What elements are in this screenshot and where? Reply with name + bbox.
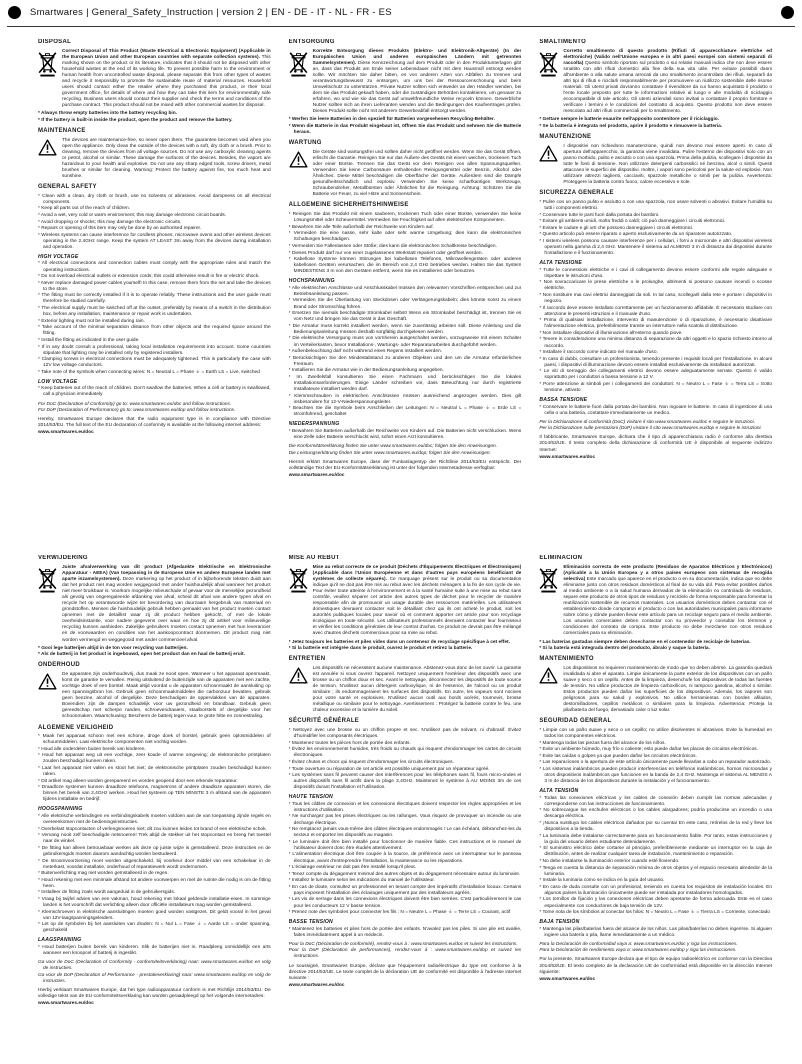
list-item: * Installeer de fitting zoals wordt aangeduid in de gebruikersgids. (38, 890, 176, 896)
list-item: * Mantenga todas las piezas fuera del alcance de los niños. (539, 740, 666, 746)
language-block (38, 39, 271, 545)
battery-disposal-notes (539, 640, 772, 653)
declaration-url: www.smartwares.eu/doc (288, 982, 345, 988)
list-item: * De fitting kan alleen betrouwbaar werken als deze op juiste wijze is geïnstalleerd. Deze instructies en de gebruikersgids moeten daarom aandachtig worden bestudeerd. (38, 845, 271, 857)
low-voltage-heading: LOW VOLTAGE (38, 378, 78, 385)
warning-triangle-icon (289, 150, 308, 168)
list-item: * En caso de duda consulte con un profesional, teniendo en cuenta los requisitos de instalación locales. En algunos países la iluminación únicamente puede ser instalada por instaladores homologados. (539, 884, 772, 896)
list-item: * Évitez chutes et chocs qui risquent d'endommager les circuits électroniques. (288, 759, 454, 765)
list-item: For DoC (Declaration of Conformity) go to: www.smartwares.eu/doc and follow instructions. (38, 401, 232, 407)
list-item: * Never replace damaged power cables yourself! In this case, remove them from the net and take the devices to the store. (38, 280, 271, 292)
disposal-paragraph (38, 49, 271, 110)
list-item: * Jetez toujours les batteries et piles vides dans un conteneur de recyclage spécifique à cet effet. (288, 639, 510, 645)
list-item: * Il raccordo deve essere installato correttamente per un funzionamento affidabile. È necessario studiare con attenzione le presenti istruzioni e il manuale d'uso. (539, 305, 772, 317)
disposal-intro: Corretto smaltimento di questo prodotto (Rifiuti di apparecchiature elettriche ed elettroniche) (Valido nell'Unione europea e in altri paesi europei con sistemi separati di raccolta) (563, 48, 772, 66)
list-item: * Non sostituire mai cavi elettrici danneggiati da soli. In tal caso, scollegarli dalla rete e portare i dispositivi in negozio. (539, 292, 772, 304)
list-item: * Mantenga las pilas/baterías fuera del alcance de los niños. Las pilas/baterías no deben ingerirse. Si alguien ingiere una batería o pila, llame inmediatamente a un médico. (539, 926, 772, 938)
list-item: * Installare il raccordo come indicato nel manuale d'uso. (539, 350, 658, 356)
warning-triangle-icon (539, 144, 558, 162)
list-item: * The fitting must be correctly installed if it is to operate reliably. These instructions and the user guide must therefore be studied carefully. (38, 293, 271, 305)
content-grid (0, 27, 802, 1049)
declaration-text: Hiermit erklärt Smartwares Europe, dass der Funkanlagentyp der Richtlinie 2014/53/EU entspricht. Der vollständige Text der EU-Konformitätserklärung ist unter der folgenden Internetadresse verfügbar: (288, 459, 522, 471)
low-voltage-heading: LAAGSPANNING (38, 937, 82, 944)
list-item: * The electrical supply must be switched off at the outset, preferably by means of a switch in the distribution box, before any installation, maintenance or repair work is undertaken. (38, 306, 271, 318)
disposal-body: Este marcado que aparece en el producto o en su documentación, indica que no debe eliminarse junto con otros residuos domésticos al final de su vida útil. Para evitar posibles daños al medio ambiente o a la salud humana derivados de la eliminación no controlada de residuos, separe este producto de otros tipos de residuos y recíclelo de forma responsable para fomentar la reutilización sostenible de recursos materiales. Los usuarios domésticos deben contactar con el establecimiento donde compraron el producto o con las autoridades municipales para informarse sobre cómo y dónde pueden llevar este artículo para un reciclaje seguro para el medio ambiente. Los usuarios comerciales deben contactar con su proveedor y consultar los términos y condiciones del contrato de compra. Este producto no debe mezclarse con otros residuos comerciales para su eliminación. (563, 576, 772, 637)
list-item: * Le viti di serraggio dei collegamenti elettrici devono essere adeguatamente serrate. Questo è valido soprattutto per i conduttori a bassa tensione a 12 V. (539, 369, 772, 381)
declaration-url: www.smartwares.eu/doc (38, 430, 94, 436)
general-safety-heading: SÉCURITÉ GÉNÉRALE (288, 718, 360, 725)
maintenance-body: Les dispositifs ne nécessitent aucune maintenance. Abstenez-vous donc de les ouvrir. La garantie est annulée si vous ouvrez l'appareil. Nettoyez uniquement l'extérieur des dispositifs avec une brosse ou un chiffon doux et sec. Avant le nettoyage, déconnectez les dispositifs de toute source de tension. N'utilisez aucun détergent carboxylique, ni de l'essence, de l'alcool ou un produit similaire ; ils endommageraient les surfaces des dispositifs. En outre, les vapeurs sont nocives pour votre santé et explosives. N'utilisez aucun outil aux bords acérés, tournevis, brosse métallique ou similaire pour le nettoyage. Avertissement : Protégez la batterie contre le feu, une chaleur excessive et la lumière du soleil. (312, 665, 522, 714)
list-item: * Tutte le connessioni elettriche e i cavi di collegamento devono essere conformi alle regole adeguate e rispettare le istruzioni d'uso. (539, 267, 772, 279)
list-item: * No sobrecargue los enchufes eléctricos o los cables alargadores; podría producirse un incendio o una descarga eléctrica. (539, 808, 772, 820)
list-item: * Vermeiden Sie die Überlastung von Steckdosen oder Verlängerungskabeln; dies könnte sonst zu einem Brand oder Stromschlag führen. (288, 298, 522, 310)
list-item: * Instale la luminaria como se indica en la guía del usuario. (539, 878, 665, 884)
doc-dop-note (38, 960, 271, 985)
list-item: * Todas las conexiones eléctricas y los cables de conexión deben cumplir las normas adecuadas y corresponderse con las instrucciones de funcionamiento. (539, 795, 772, 807)
list-item: * Repairs or opening of this item may only be done by an authorised repairer. (38, 226, 202, 232)
list-item: * Les vis de serrage dans les connexions électriques doivent être bien serrées. C'est particulièrement le cas pour les conducteurs 12 V basse tension. (288, 897, 522, 909)
battery-disposal-notes (539, 117, 772, 130)
list-item: * Installez le luminaire selon les indications du manuel de l'utilisateur. (288, 878, 435, 884)
high-voltage-heading: HOOGSPANNING (38, 806, 83, 813)
declaration-text: Hereby, Smartwares Europe declares that the radio equipment type is in compliance with Directive 2014/53/EU. The full text of the EU declaration of conformity is available at the following internet address: (38, 417, 271, 429)
disposal-heading: ENTSORGUNG (288, 39, 335, 45)
list-item: * Houd batterijen buiten bereik van kinderen. Slik de batterijen niet in. Raadpleeg onmiddellijk een arts wanneer een knoopcel of batterij is ingeslikt. (38, 944, 271, 956)
list-item: * Buitenverlichting mag niet worden geïnstalleerd in de regen. (38, 871, 169, 877)
list-item: * Als de batterij in het product is ingebouwd, open het product dan en haal de batterij eruit. (38, 652, 245, 658)
low-voltage-list (539, 927, 772, 939)
weee-crossed-bin-icon (289, 49, 308, 77)
list-item: * Außenbeleuchtung darf nicht während eines Regens installiert werden. (288, 349, 442, 355)
disposal-paragraph (539, 565, 772, 638)
battery-disposal-notes (289, 640, 522, 653)
list-item: * I sistemi wireless possono causare interferenze per i cellulari, i forni a microonde e altri dispositivi wireless operanti nella gamma di 2,4 GHz. Mantenere il sistema ad ALMENO 3 m di distanza dai dispositivi durante l'installazione e il funzionamento. (539, 238, 772, 257)
list-item: * If the battery is built-in inside the product, open the product and remove the battery. (38, 117, 233, 123)
list-item: * Los sistemas inalámbricos pueden producir interferencias en teléfonos inalámbricos, hornos microondas y otros dispositivos inalámbricos que funcionen en la banda de 2,4 GHz. Mantenga el sistema AL MENOS A 3 m de distancia de los dispositivos durante la instalación y el funcionamiento. (539, 767, 772, 785)
list-item: * Alle elektrischen Anschlüsse und Anschlusskabel müssen den relevanten Vorschriften entsprechen und zur Betriebsanleitung passen. (288, 285, 522, 297)
list-item: Pour la DoP (Déclaration de performances), rendez-vous à : www.smartwares.eu/dop et suivez les instructions. (288, 948, 522, 960)
list-item: * Conservare tutte le parti fuori dalla portata dei bambini. (539, 212, 660, 218)
high-voltage-heading: HIGH VOLTAGE (38, 254, 79, 261)
list-item: * All electrical connections and connection cables must comply with the appropriate rules and match the operating instructions. (38, 261, 271, 273)
list-item: * Le luminaire doit être bien installé pour fonctionner de manière fiable. Ces instructions et le manuel de l'utilisateur doivent donc être étudiés attentivement. (288, 839, 522, 851)
list-item: * Dieses Produkt darf nur von einer zugelassenen Werkstatt repariert oder geöffnet werden. (288, 250, 483, 256)
disposal-heading: DISPOSAL (38, 39, 72, 45)
battery-disposal-notes (38, 646, 271, 659)
list-item: Para la Declaración de conformidad vaya a: www.smartwares.eu/doc y siga las instrucciones. (539, 941, 738, 947)
general-safety-heading: ALLGEMEINE SICHERHEITSHINWEISE (288, 202, 409, 209)
weee-crossed-bin-icon (38, 49, 57, 77)
list-item: * Si la batterie est intégrée dans le produit, ouvrez le produit et retirez la batterie. (288, 646, 473, 652)
declaration-text: Hierbij verklaart Smartwares Europe, dat het type radioapparatuur conform is met Richtlijn 2014/53/EU. De volledige tekst van de EU-conformiteitsverklaring kan worden geraadpleegd op het volgende internetadres: (38, 987, 271, 999)
disposal-body: Questo simbolo riportato sul prodotto o sui relativi manuali indica che non deve essere smaltito con altri rifiuti domestici alla fine della sua vita utile. Per evitare possibili danni all'ambiente o alla salute umana arrecati da uno smaltimento incontrollato dei rifiuti, separarli da altri tipi di rifiuti e riciclarli responsabilmente per promuovere un riutilizzo sostenibile delle risorse materiali. Gli utenti privati dovranno contattare il rivenditore da cui hanno acquistato il prodotto o l'ente locale preposto per tutte le informazioni relative al luogo e alle modalità di riciclaggio ecocompatibile di tale articolo. Gli utenti aziendali sono invitati a contattare il proprio fornitore e verificare i termini e le condizioni del contratto di acquisto. Questo prodotto non deve essere mescolato ad altri rifiuti commerciali per lo smaltimento. (563, 60, 772, 115)
list-item: * Ne surchargez pas les prises électriques ou les rallonges. Vous risquez de provoquer un incendie ou une décharge électrique. (288, 814, 522, 826)
list-item: * Werfen Sie leere Batterien in den speziell für Batterien vorgesehenen Recycling-Behälter. (288, 117, 495, 123)
doc-dop-note (289, 942, 522, 961)
list-item: * Los tornillos de fijación y las conexiones eléctricas deben apretarse de forma adecuada. Este es el caso especialmente con conductores de baja tensión de 12V. (539, 897, 772, 909)
declaration-url: www.smartwares.eu/doc (539, 454, 596, 460)
list-item: * Tenga en cuenta la distancia de separación mínima de otros objetos y el espacio necesario alrededor de la luminaria. (539, 865, 772, 877)
list-item: Para la Declaración de rendimiento vaya a: www.smartwares.eu/dop y siga las instrucciones. (539, 948, 737, 954)
maintenance-heading: WARTUNG (288, 140, 322, 147)
list-item: * No debe instalarse la iluminación exterior cuando esté lloviendo. (539, 859, 680, 864)
list-item: * Évitez les environnements humides, très froids ou chauds qui risquent d'endommager les cartes de circuits électroniques. (288, 747, 522, 759)
list-item: * Berücksichtigen Sie den Mindestabstand zu anderen Objekten und den um die Armatur erforderlichen Freiraum. (288, 355, 522, 367)
weee-crossed-bin-icon (539, 49, 558, 77)
declaration-url: www.smartwares.eu/doc (539, 976, 596, 982)
list-item: * Houd rekening met een minimale afstand tot andere voorwerpen en met de ruimte die nodig is om de fitting heen. (38, 877, 271, 889)
list-item: Pour la DoC (Déclaration de conformité), rendez-vous à : www.smartwares.eu/doc et suivez les instructions. (288, 941, 518, 947)
general-safety-heading: GENERAL SAFETY (38, 184, 97, 191)
list-item: * Maintenez les batteries et piles hors de portée des enfants. N'avalez pas les piles. Si une pile est avalée, faites immédiatement appel à un médecin. (288, 926, 522, 938)
registration-mark-left-icon (8, 6, 21, 19)
list-item: * Alle elektrische verbindingen en verbindingskabels moeten voldoen aan de van toepassing zijnde regels en overeenkomen met de bedieningsinstructies. (38, 813, 271, 826)
list-item: * Die elektrische Versorgung muss von vornherein ausgeschaltet werden, vorzugsweise mit einem Schalter im Verteilerkasten, bevor Installations-, Wartungs- oder Reparaturarbeiten durchgeführt werden. (288, 336, 522, 348)
maintenance-body: Die Geräte sind wartungsfrei und sollten daher nicht geöffnet werden. Wenn Sie das Gerät öffnen, erlischt die Garantie. Reinigen Sie nur das Äußere des Geräts mit einem weichen, trockenen Tuch oder einer Bürste. Trennen Sie das Gerät vor dem Reinigen von allen Spannungsquellen. Verwenden Sie keine Carbonsäure enthaltenden Reinigungsmittel oder Benzin, Alkohol oder Ähnliches. Diese Mittel beschädigen die Oberfläche der Geräte. Außerdem sind die Dämpfe gesundheitsschädlich und explosiv. Verwenden Sie keine scharfkantigen Werkzeuge, Schraubendreher, Metallbürsten oder Ähnliches für die Reinigung. Achtung: Schützen Sie die Batterie vor Feuer, zu viel Hitze und Sonnenschein. (312, 149, 522, 198)
list-item: * Clean with a clean, dry cloth or brush, use no solvents or abrasives. Avoid dampness on all electrical components. (38, 193, 271, 205)
registration-mark-right-icon (781, 6, 794, 19)
high-voltage-list (539, 796, 772, 916)
list-item: * Pulire con un panno pulito e asciutto o con una spazzola, non usare solventi o abrasivi. Evitare l'umidità su tutti i componenti elettrici. (539, 199, 772, 211)
low-voltage-list (38, 945, 271, 957)
weee-crossed-bin-icon (289, 565, 308, 593)
low-voltage-list (289, 927, 522, 939)
list-item: * Keep all parts out of the reach of children. (38, 206, 130, 212)
document-title: Smartwares | General_Safety_Instruction | version 2 | EN - DE - IT - NL - FR - ES (30, 7, 392, 18)
declaration-text: Il fabbricante, Smartwares Europe, dichiara che il tipo di apparecchiatura radio è conforme alla direttiva 2014/53/UE. Il testo completo della dichiarazione di conformità UE è disponibile al seguente indirizzo Internet: (539, 435, 772, 453)
general-safety-list (289, 212, 522, 275)
language-block (289, 39, 522, 545)
list-item: * Install the fitting as indicated in the user guide. (38, 337, 140, 343)
language-block (289, 555, 522, 1049)
list-item: * Bewahren Sie alle Teile außerhalb der Reichweite von Kindern auf. (288, 224, 434, 230)
list-item: * Wireless systems can cause interference for cordless phones, microwave ovens and other wireless devices operating in the 2.4GHz range. Keep the system AT LEAST 3m away from the devices during installation and operation. (38, 232, 271, 250)
list-item: * L'alimentation électrique doit être coupée à la source, de préférence avec un interrupteur sur le panneau électrique, avant d'entreprendre l'installation, la maintenance ou les réparations. (288, 852, 522, 864)
high-voltage-list (539, 268, 772, 395)
list-item: * Las baterías gastadas siempre deben desecharse en el contenedor de reciclaje de baterías. (539, 639, 751, 645)
list-item: * Gooi lege batterijen altijd in de ton voor recycling van batterijen. (38, 645, 188, 651)
list-item: * Houd het apparaat weg uit een vochtige, zeer koude of warme omgeving; de elektronische printplaten zouden beschadigd kunnen raken. (38, 753, 271, 765)
list-item: * De stroomvoorziening moet worden uitgeschakeld, bij voorkeur door middel van een schakelaar in de meterkast, voordat installatie, onderhoud of reparatiewerk wordt ondernomen. (38, 858, 271, 870)
maintenance-heading: MANTENIMIENTO (539, 656, 594, 663)
general-safety-list (38, 734, 271, 803)
language-block (38, 555, 271, 1049)
maintenance-paragraph (38, 138, 271, 181)
list-item: * Beachten Sie die Symbole beim Anschließen der Leitungen: N = Neutral L = Phase ⏚ = Erde LS = stromführend, geschaltet (288, 406, 522, 418)
general-safety-list (539, 728, 772, 785)
disposal-intro: Juiste afvalverwerking van dit product (Afgedankte Elektrische en Elektronische Apparatuur - AEEA) (Van toepassing in de Europese Unie en andere Europese landen met aparte inzamelsystemen). (62, 564, 271, 582)
list-item: * Prenez note des symboles pour connecter les fils : N = Neutre L = Phase ⏚ = Terre LS = Courant, actif (288, 910, 511, 916)
general-safety-heading: SEGURIDAD GENERAL (539, 718, 612, 725)
list-item: * Toute ouverture ou réparation de cet article est possible uniquement par un réparateur agréé. (288, 766, 490, 772)
maintenance-paragraph (289, 666, 522, 715)
warning-triangle-icon (38, 672, 57, 690)
list-item: * Nettoyez avec une brosse ou un chiffon propre et sec. N'utilisez pas de solvant, ni d'abrasif. Évitez d'humidifier les composants électriques. (288, 728, 522, 740)
high-voltage-list (289, 802, 522, 916)
list-item: Ga voor de DoP (Declaration of Performance - prestatieverklaring) naar: www.smartwares.eu/dop en volg de instructies. (38, 972, 271, 984)
list-item: * Les systèmes sans fil peuvent causer des interférences pour les téléphones sans fil, fours micro-ondes et autres dispositifs sans fil actifs dans la plage 2,4GHz. Maintenez le système à AU MOINS 3m de ces dispositifs durant l'installation et l'utilisation. (288, 773, 522, 791)
list-item: * Always throw empty batteries into the battery recycling bin. (38, 111, 177, 117)
language-block (539, 39, 772, 545)
warning-triangle-icon (38, 138, 57, 156)
maintenance-body: The devices are maintenance-free, so never open them. The guarantee becomes void when you open the appliance. Only clean the outside of the devices with a soft, dry cloth or a brush. Prior to cleaning, remove the devices from all voltage sources. Do not use any carboxylic cleaning agents or petrol, alcohol or similar. These damage the surfaces of the devices. Besides, the vapors are hazardous to your health and explosive. Do not use any sharp edged tools, screw drivers, metal brushes or similar for cleaning. Warning: Protect the battery against fire, too much heat and sunshine. (62, 137, 271, 180)
list-item: * Draadloze systemen kunnen draadloze telefoons, magnetrons of andere draadloze apparaten storen, die binnen het bereik van 2,4GHz werken. Houd het systeem op TEN MINSTE 3 m afstand van de apparaten tijdens installatie en bedrijf. (38, 785, 271, 803)
disposal-paragraph (539, 49, 772, 116)
list-item: * Evitare gli ambienti umidi, molto freddi o caldi; ciò può danneggiare i circuiti elettronici. (539, 219, 726, 225)
list-item: * El suministro eléctrico debe cortarse al principio, preferiblemente mediante un interruptor en la caja de distribución, antes de realizar cualquier tarea de instalación, mantenimiento o reparación. (539, 846, 772, 858)
list-item: * Questo articolo può essere riparato o aperto esclusivamente da un riparatore autorizzato. (539, 232, 733, 238)
low-voltage-heading: BASSE TENSION (288, 919, 333, 926)
list-item: * La luminaria debe instalarse correctamente para un funcionamiento fiable. Por tanto, estas instrucciones y la guía del usuario deben estudiarse detenidamente. (539, 833, 772, 845)
list-item: * L'éclairage extérieur ne doit pas être installé lorsqu'il pleut. (288, 865, 417, 871)
list-item: * Keep batteries out of the reach of children. Don't swallow the batteries. When a cell or battery is swallowed, call a physician immediately. (38, 386, 271, 398)
high-voltage-heading: HAUTE TENSION (288, 794, 333, 801)
maintenance-paragraph (539, 666, 772, 715)
language-block (539, 555, 772, 1049)
maintenance-paragraph (38, 672, 271, 721)
declaration-url: www.smartwares.eu/doc (288, 472, 345, 478)
list-item: * Non sovraccaricare le prese elettriche o le prolunghe, altrimenti si possono causare incendi o scosse elettriche. (539, 280, 772, 292)
high-voltage-list (289, 286, 522, 419)
doc-dop-note (289, 444, 522, 457)
low-voltage-list (539, 405, 772, 417)
list-item: * Klemmschrauben in elektrischen Anschlüssen müssen ausreichend angezogen werden. Dies gilt insbesondere für 12-V-Niederspannungsleiter. (288, 393, 522, 405)
declaration-url: www.smartwares.eu/doc (38, 1001, 94, 1007)
disposal-heading: VERWIJDERING (38, 555, 88, 561)
general-safety-list (539, 200, 772, 257)
list-item: * Vraag bij twijfel advies van een vakman, houd rekening met lokaal geldende installatie-eisen. In sommige landen is het voorschrift dat verlichting alleen door officiële installateurs mag worden geïnstalleerd. (38, 896, 271, 909)
disposal-paragraph (289, 565, 522, 638)
list-item: Die Leistungserklärung finden Sie unter www.smartwares.eu/dop; folgen Sie den Anweisungen. (288, 450, 491, 456)
maintenance-body: I dispositivi non richiedono manutenzione, quindi non devono mai essere aperti. In caso di apertura dell'apparecchio, la garanzia viene invalidata. Pulire l'esterno dei dispositivi solo con un panno morbido, pulito e asciutto o con una spazzola. Prima della pulizia, scollegare i dispositivi da tutte le fonti di tensione. Non utilizzare detergenti carbossilici né benzina, alcol o simili. Questi attaccano le superfici dei dispositivi. Inoltre, i vapori sono pericolosi per la salute ed esplosivi. Non utilizzare attrezzi taglienti, cacciaviti, spazzole metalliche o simili per la pulizia. Avvertenza: Proteggere la batteria contro fuoco, calore eccessivo e sole. (563, 143, 772, 186)
maintenance-body: Los dispositivos no requieren mantenimiento de modo que no deben abrirse. La garantía quedará invalidada si abre el aparato. Limpie únicamente la parte exterior de los dispositivos con un paño suave y seco o un cepillo. Antes de la limpieza, desenchufe los dispositivos de todas las fuentes de tensión. No utilice productos de limpieza carboxílicos, ni tampoco gasolina, alcohol o similar. Estos productos pueden dañar las superficies de los dispositivos. Además, los vapores son peligrosos para su salud y explosivos. No utilice herramientas con bordes afilados, destornilladores, cepillos metálicos o similares para la limpieza. Advertencia: Proteja la pila/batería del fuego, demasiado calor o luz solar. (563, 665, 772, 714)
maintenance-body: De apparaten zijn onderhoudsvrij, dus maak ze nooit open. Wanneer u het apparaat openmaakt, komt de garantie te vervallen. Reinig uitsluitend de buitenzijde van de apparaten met een zachte, vochtige doek of een borstel. Maak altijd voordat u de apparaten schoonmaakt de aansluiting op een spanningsbron los. Gebruik geen schoonmaakmiddelen die carbonzuur bevatten, gebruik geen benzine, alcohol of dergelijke. Deze beschadigen de oppervlakken van de apparaten. Bovendien zijn de dampen schadelijk voor uw gezondheid en brandbaar. Gebruik geen gereedschap met scherpe randen, schroevendraaiers, staalborstels of dergelijke voor het schoonmaken. Waarschuwing: Bescherm de batterij tegen vuur, te grote hitte en zonnestraling. (62, 671, 271, 720)
declaration-text: Por la presente, Smartwares Europe declara que el tipo de equipo radioeléctrico es conforme con la Directiva 2014/53/UE. El texto completo de la declaración UE de conformidad está disponible en la dirección Internet siguiente: (539, 957, 772, 975)
weee-crossed-bin-icon (38, 565, 57, 593)
list-item: * Maak het apparaat schoon met een schone, droge doek of borstel, gebruik geen oplosmiddelen of schuurmiddelen. Laat elektrische componenten niet vochtig worden. (38, 734, 271, 746)
high-voltage-heading: HOCHSPANNUNG (288, 278, 335, 285)
list-item: * Laat het apparaat niet vallen en stoot het niet; de elektronische printplaten zouden beschadigd kunnen raken. (38, 766, 271, 778)
doc-dop-note (38, 402, 271, 415)
list-item: * Bewahren Sie Batterien außerhalb der Reichweite von Kindern auf. Die Batterien nicht verschlucken. Wenn eine Zelle oder Batterie verschluckt wird, sofort einen Arzt konsultieren. (288, 428, 522, 440)
general-safety-list (289, 728, 522, 791)
doc-dop-note (539, 420, 772, 433)
list-item: * Kabellose Systeme können Störungen bei kabellosen Telefonen, Mikrowellengeräten oder anderen kabellosen Geräten verursachen, die im Bereich von 2,4 GHz betrieben werden. Halten Sie das System MINDESTENS 3 m von den Geräten entfernt, wenn Sie es installieren oder benutzen. (288, 257, 522, 275)
list-item: * Take note of the symbols when connecting wires: N = Neutral L = Phase ⏚ = Earth LS = Live, switched (38, 369, 260, 375)
battery-disposal-notes (38, 111, 271, 124)
low-voltage-list (289, 429, 522, 441)
low-voltage-list (38, 386, 271, 398)
high-voltage-list (38, 261, 271, 375)
list-item: * En cas de doute, consultez un professionnel en tenant compte des impératifs d'installation locaux. Certains pays imposent l'installation des éclairages uniquement par des installateurs agréés. (288, 884, 522, 896)
list-item: * Houd alle onderdelen buiten bereik van kinderen. (38, 746, 146, 752)
list-item: * Porre attenzione ai simboli per i collegamenti dei conduttori: N = Neutro L = Fase ⏚ = Terra LS = Sotto tensione, attivato (539, 381, 772, 394)
maintenance-heading: MAINTENANCE (38, 128, 86, 135)
warning-triangle-icon (289, 666, 308, 684)
list-item: * Prima di qualsiasi installazione, intervento di manutenzione o di riparazione, è necessario disattivare l'alimentazione elettrica, preferibilmente tramite un interruttore nella scatola di distribuzione. (539, 318, 772, 330)
high-voltage-heading: ALTA TENSIÓN (539, 788, 579, 795)
list-item: * Limpie con un paño suave y seco o un cepillo; no utilice disolventes ni abrasivos. Evite la humedad en todos los componentes eléctricos. (539, 728, 772, 740)
list-item: * Ersetzen Sie niemals beschädigte Stromkabel selbst! Wenn ein Stromkabel beschädigt ist, trennen Sie es vom Netz und bringen Sie das Gerät in das Geschäft. (288, 311, 522, 323)
list-item: * Vervang nooit zelf beschadigde netsnoeren! Trek altijd de stekker uit het stopcontact en breng het toestel naar de winkel. (38, 833, 271, 845)
list-item: * Vermeiden Sie Fallenlassen oder Stöße; dies kann die elektronischen Schaltkreise beschädigen. (288, 243, 497, 249)
general-safety-heading: ALGEMENE VEILIGHEID (38, 724, 114, 731)
list-item: * ¡Nunca sustituya los cables eléctricos dañados por su cuenta! En este caso, retírelos de la red y lleve los dispositivos a la tienda. (539, 821, 772, 833)
list-item: * Evite un ambiente húmedo, muy frío o caliente; esto puede dañar las placas de circuitos electrónicos. (539, 747, 758, 753)
list-item: * Avoid a wet, very cold or warm environment; this may damage electronic circuit boards. (38, 213, 227, 219)
disposal-intro: Mise au rebut correcte de ce produit (Déchets d'Équipements Électriques et Électroniques) (Applicable dans l'Union Européenne et dans d'autres pays européens bénéficiant de systèmes de collecte séparés). (312, 564, 522, 582)
high-voltage-list (38, 814, 271, 934)
list-item: Per la Dichiarazione di conformità (DoC) visitare il sito www.smartwares.eu/doc e seguire le istruzioni. (539, 419, 756, 425)
list-item: * If in any doubt consult a professional, taking local installation requirements into account. Some countries stipulate that lighting may be installed only by registered installers. (38, 344, 271, 356)
list-item: * Vermeiden Sie eine nasse, sehr kalte oder sehr warme Umgebung; dies kann die elektronischen Schaltungen beschädigen. (288, 231, 522, 243)
list-item: * Conservare le batterie fuori dalla portata dei bambini. Non ingoiare le batterie. In caso di ingestione di una cella o una batteria, contattare immediatamente un medico. (539, 404, 772, 416)
list-item: * Ne remplacez jamais vous-même des câbles électriques endommagés ! Le cas échéant, débranchez-les du secteur et emportez les dispositifs au magasin. (288, 827, 522, 839)
disposal-body: Diese Kennzeichnung auf dem Produkt oder in den Produktunterlagen gibt an, dass das Produkt am Ende seiner Lebensdauer nicht mit dem Hausmüll entsorgt werden sollte. Wir möchten Sie daher bitten, es von anderen Arten von Abfällen zu trennen und verantwortungsbewusst zu entsorgen, um uns bei der Ressourcenschonung und beim Umweltschutz zu unterstützen. Private Nutzer sollten sich entweder an den Händler wenden, bei dem sie das Produkt gekauft haben, oder die zuständigen Behörden kontaktieren, um genauer zu erfahren, wo und wie sie das Gerät auf umweltfreundliche Weise recyceln können. Gewerbliche Nutzer sollten sich an ihren Lieferanten wenden und die Bedingungen des Kaufvertrages prüfen. Dieses Produkt sollte nicht mit anderem Gewerbeabfall entsorgt werden. (312, 60, 522, 115)
list-item: For DoP (Declaration of Performance) go to: www.smartwares.eu/dop and follow instructions. (38, 408, 236, 414)
list-item: Die Konformitätserklärung finden Sie unter www.smartwares.eu/doc; folgen Sie den Anweisungen. (288, 444, 497, 450)
disposal-intro: Correct Disposal of This Product (Waste Electrical & Electronic Equipment) (Applicable in the European Union and other European countries with separate collection systems). (62, 48, 271, 60)
disposal-heading: SMALTIMENTO (539, 39, 587, 45)
list-item: * Overbelast stopcontacten of verlengsnoeren niet; dit zou kunnen leiden tot brand of een elektrische schok. (38, 826, 267, 832)
list-item: * Im Zweifelsfall konsultieren Sie einen Fachmann und berücksichtigen Sie die lokalen Installationsanforderungen. Einige Länder schreiben vor, dass Beleuchtung nur durch registrierte Installateure installiert werden darf. (288, 374, 522, 393)
list-item: * Let op de symbolen bij het aansluiten van draden: N = Nul L = Fase ⏚ = Aarde LS = onder spanning, geschakeld (38, 922, 271, 934)
page-header (0, 0, 802, 26)
list-item: * Take account of the minimal separation distance from other objects and the required space around the fitting. (38, 325, 271, 337)
maintenance-paragraph (289, 150, 522, 199)
high-voltage-heading: ALTA TENSIONE (539, 260, 583, 267)
disposal-heading: MISE AU REBUT (288, 555, 340, 561)
list-item: * Maintenez toutes les pièces hors de portée des enfants. (288, 740, 411, 746)
list-item: * Tenere in considerazione una minima distanza di separazione da altri oggetti e lo spazio richiesto intorno al raccordo. (539, 337, 772, 349)
maintenance-paragraph (539, 144, 772, 187)
disposal-intro: Eliminación correcta de este producto (Residuos de Aparatos Eléctricos y Electrónicos) (Aplicable a la Unión Europea y a otros países europeos con sistemas de recogida selectiva) (563, 564, 772, 582)
disposal-body: This marking shown on the product or its literature, indicates that it should not be disposed with other household wastes at the end of its working life. To prevent possible harm to the environment or human health from uncontrolled waste disposal, please separate this from other types of wastes and recycle it responsibly to promote the sustainable reuse of material resources. Household users should contact either the retailer where they purchased this product, or their local government office, for details of where and how they can take this item for environmentally safe recycling. Business users should contact their supplier and check the terms and conditions of the purchase contract. This product should not be mixed with other commercial wastes for disposal. (62, 54, 271, 109)
list-item: * Wenn die Batterie in das Produkt eingebaut ist, öffnen Sie das Produkt und nehmen Sie die Batterie heraus. (288, 124, 522, 136)
list-item: * Gettare sempre le batterie esaurite nell'apposito contenitore per il riciclaggio. (539, 117, 720, 123)
disposal-body: Deze markering op het product of in bijbehorende teksten duidt aan dat het product niet mag worden weggegooid met ander huishoudelijk afval wanneer het product niet meer bruikbaar is. Voorkom mogelijke milieuschade of gevaar voor de menselijke gezondheid als gevolg van ongereguleerde afdanking van afval, scheid dit afval van andere typen afval en recycle het op verantwoorde wijze ter bevordering van duurzaam hergebruik van materiaal en grondstoffen. Mensen die huishoudelijk gebruik hebben gemaakt van het product moeten contact opnemen met de detaillist waar zij dit product hebben gekocht, of met de lokale overheidsinstantie, voor nadere gegevens over waar en hoe zij dit artikel voor milieuveilige recycling kunnen aanbieden. Zakelijke gebruikers moeten contact opnemen met hun leverancier en de voorwaarden en condities van het aankoopcontract doornemen. Dit product mag niet worden vermengd en weggegooid met ander commercieel afval. (62, 576, 271, 643)
list-item: * Die Armatur muss korrekt installiert werden, wenn sie zuverlässig arbeiten soll. Diese Anleitung und die Bedienungsanleitung müssen deshalb sorgfältig durchgelesen werden. (288, 323, 522, 335)
list-item: * Installieren Sie die Armatur wie in der Bedienungsanleitung angegeben. (288, 368, 444, 374)
list-item: * Exterior lighting must not be installed during rain. (38, 318, 145, 324)
maintenance-heading: ENTRETIEN (288, 656, 326, 663)
general-safety-list (38, 194, 271, 251)
list-item: * Las reparaciones o la apertura de este artículo únicamente puede llevarlas a cabo un reparador autorizado. (539, 760, 772, 766)
list-item: * Tous les câbles de connexion et les connexions électriques doivent respecter les règles appropriées et les instructions d'utilisation. (288, 801, 522, 813)
maintenance-heading: ONDERHOUD (38, 662, 81, 669)
list-item: * Klemschroeven in elektrische aansluitingen moeten goed worden vastgezet. Dit geldt vooral in het geval van 12V-laagspanningsgeleiders. (38, 909, 271, 921)
weee-crossed-bin-icon (539, 565, 558, 593)
low-voltage-heading: BAJA TENSIÓN (539, 919, 580, 926)
disposal-heading: ELIMINACIÓN (539, 555, 583, 561)
list-item: * In caso di dubbi, consultare un professionista, tenendo presente i requisiti locali per l'installazione. In alcuni paesi, i dispositivi di illuminazione devono essere installati esclusivamente da installatori autorizzati. (539, 356, 772, 368)
doc-dop-note (539, 942, 772, 955)
disposal-intro: Korrekte Entsorgung dieses Produkts (Elektro- und Elektronik-Altgeräte) (In der Europäischen Union und anderen europäischen Ländern mit getrennten Sammelsystemen). (312, 48, 522, 66)
general-safety-heading: SICUREZZA GENERALE (539, 190, 614, 197)
disposal-paragraph (289, 49, 522, 116)
list-item: * Si la batería está integrada dentro del producto, ábralo y saque la batería. (539, 646, 710, 652)
declaration-text: Le soussigné, Smartwares Europe, déclare que l'équipement radioélectrique du type est conforme à la directive 2014/53/UE. Le texte complet de la déclaration UE de conformité est disponible à l'adresse internet suivante : (288, 963, 522, 981)
warning-triangle-icon (539, 666, 558, 684)
disposal-paragraph (38, 565, 271, 644)
list-item: * Tome nota de los símbolos al conectar los hilos: N = Neutro L = Fase ⏚ = Tierra LS = Corriente, conectado (539, 910, 770, 916)
list-item: * Evitare le cadute e gli urti che possono danneggiare i circuiti elettronici. (539, 225, 694, 231)
list-item: * Evite las caídas o golpes ya que pueden dañar los circuitos electrónicos. (539, 753, 697, 759)
list-item: * Avoid dropping or shocks; this may damage the electronic circuits. (38, 219, 182, 225)
list-item: * Do not overload electrical outlets or extension cords; this could otherwise result in fire or electric shock. (38, 274, 260, 280)
list-item: * Reinigen Sie das Produkt mit einem sauberen, trockenen Tuch oder einer Bürste, verwenden Sie keine Lösungsmittel oder Scheuermittel. Vermeiden Sie Feuchtigkeit auf allen elektrischen Komponenten. (288, 212, 522, 224)
list-item: * Clamping screws in electrical connections must be adequately tightened. This is particularly the case with 12V low voltage conductors. (38, 357, 271, 369)
list-item: Per la Dichiarazione sulle prestazioni (DoP) visitare il sito www.smartwares.eu/dop e seguire le istruzioni. (539, 426, 762, 432)
list-item: * Non installare dispositivi di illuminazione all'esterno quando piove. (539, 330, 683, 336)
list-item: * Dit artikel mag alleen worden gerepareerd en worden geopend door een erkende reparateur. (38, 778, 238, 784)
list-item: Ga voor de DoC (Declaration of Conformity - conformiteitsverklaring) naar: www.smartwares.eu/doc en volg de instructies. (38, 960, 271, 972)
low-voltage-heading: BASSA TENSIONE (539, 397, 588, 404)
disposal-body: Ce marquage présent sur le produit ou sa documentation indique qu'il ne doit pas être mis au rebut avec les déchets ménagers à la fin de son cycle de vie. Pour éviter toute atteinte à l'environnement et à la santé humaine suite à une mise au rebut sans contrôle, veuillez séparer cet article des autres types de déchet pour le recycler de manière responsable afin de promouvoir un usage durable des ressources matérielles. Les utilisateurs domestiques devraient contacter soit le détaillant chez qui ils ont acheté le produit, soit les autorités publiques locales pour savoir où et comment apporter cet article pour son recyclage écologique en toute sécurité. Les utilisateurs professionnels devraient contacter leur fournisseur et vérifier les conditions générales de leur contrat d'achat. Ce produit ne devrait pas être mélangé avec d'autres déchets commerciaux pour sa mise au rebut. (312, 576, 522, 637)
maintenance-heading: MANUTENZIONE (539, 134, 592, 141)
battery-disposal-notes (289, 117, 522, 136)
list-item: * Se la batteria è integrata nel prodotto, aprire il prodotto e rimuovere la batteria. (539, 124, 723, 130)
list-item: * Tenez compte du dégagement minimal des autres objets et du dégagement nécessaire autour du luminaire. (288, 871, 521, 877)
low-voltage-heading: NIEDERSPANNUNG (288, 421, 340, 428)
